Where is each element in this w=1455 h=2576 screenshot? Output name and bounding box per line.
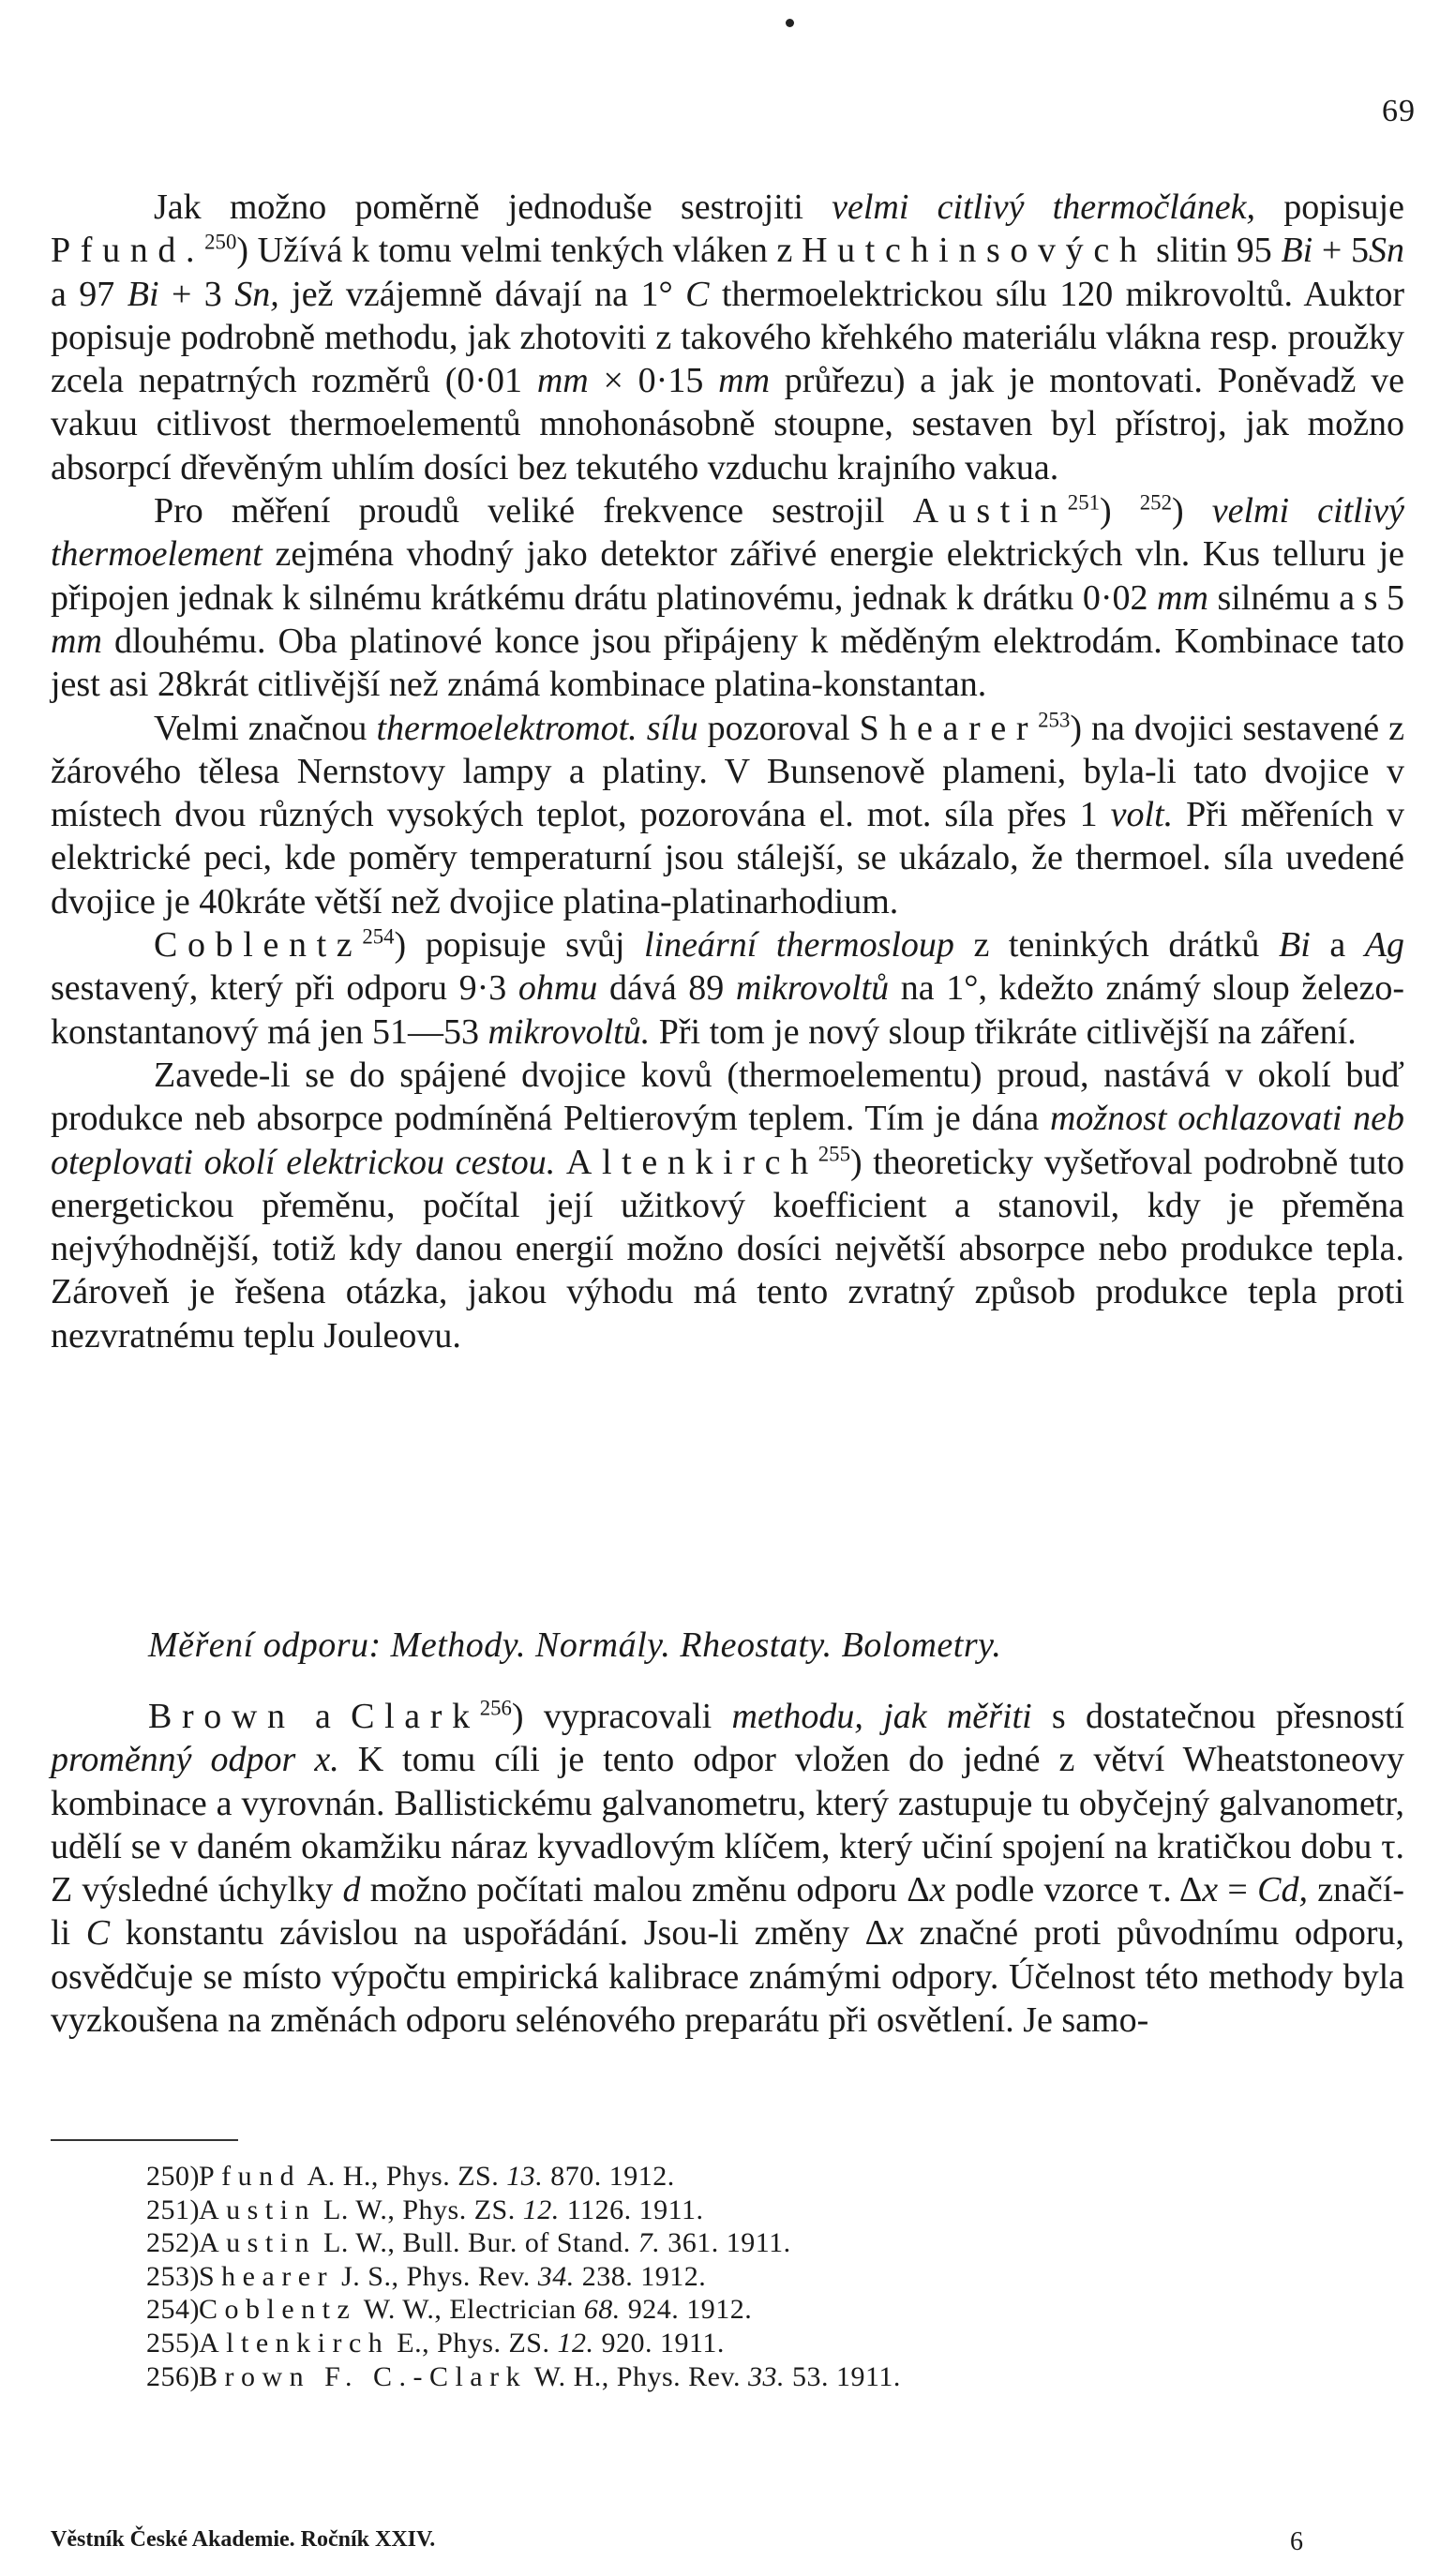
author-name: Clark	[351, 1697, 480, 1736]
ink-dot	[786, 19, 794, 27]
author-name: Coblentz	[154, 925, 363, 966]
sheet-number: 6	[1290, 2527, 1303, 2556]
page-number: 69	[1382, 94, 1416, 128]
footnote-ref: 251	[1067, 490, 1100, 515]
body-text-lower	[51, 1695, 1404, 2042]
footnote-item: 252)Austin L. W., Bull. Bur. of Stand. 7. 361. 1911.	[146, 2227, 791, 2259]
footnotes	[146, 2160, 901, 2393]
journal-footer: Věstník České Akademie. Ročník XXIV.	[51, 2527, 436, 2552]
footnote-item: 253)Shearer J. S., Phys. Rev. 34. 238. 1912.	[146, 2260, 707, 2292]
footnote-ref: 250	[204, 230, 237, 254]
paragraph-austin: Pro měření proudů veliké frekvence sestrojil Austin$^{251}$) $^{252}$) velmi citlivý thermoelement zejména vhodný jako detektor zářivé energie elektrických vln. Kus telluru je připojen jednak k silnému krátkému drátu platinovému, jednak k drátku 0·02 mm silnému a s 5 mm dlouhému. Oba platinové konce jsou připájeny k měděným elektrodám. Kombinace tato jest asi 28krát citlivější než známá kombinace platina-konstantan.	[51, 490, 1405, 705]
footnote-item: 254)Coblentz W. W., Electrician 68. 924. 1912.	[146, 2294, 753, 2326]
footnote-item: 250)Pfund A. H., Phys. ZS. 13. 870. 1912.	[146, 2161, 675, 2192]
author-name: Shearer	[859, 708, 1039, 748]
author-name: Hutchinsových	[802, 231, 1148, 271]
paragraph-pfund: Jak možno poměrně jednoduše sestrojiti velmi citlivý thermočlánek, popisuje Pfund.$^{250}$) Užívá k tomu velmi tenkých vláken z Hutchinsových slitin 95 Bi + 5Sn a 97 Bi + 3 Sn, jež vzájemně dávají na 1° C thermoelektrickou sílu 120 mikrovoltů. Auktor popisuje podrobně methodu, jak zhotoviti z takového křehkého materiálu vlákna resp. proužky zcela nepatrných rozměrů (0·01 mm × 0·15 mm průřezu) a jak je montovati. Poněvadž ve vakuu citlivost thermoelementů mnohonásobně stoupne, sestaven byl přístroj, jak možno absorpcí dřevěným uhlím dosíci bez tekutého vzduchu krajního vakua.	[51, 187, 1405, 487]
body-text-upper	[51, 186, 1404, 1357]
footnote-ref: 254	[362, 924, 395, 949]
paragraph-altenkirch: Zavede-li se do spájené dvojice kovů (thermoelementu) proud, nastává v okolí buď produkce neb absorpce podmíněná Peltierovým teplem. Tím je dána možnost ochlazovati neb oteplovati okolí elektrickou cestou. Altenkirch$^{255}$) theoreticky vyšetřoval podrobně tuto energetickou přeměnu, počítal její užitkový koefficient a stanovil, kdy je přeměna nejvýhodnější, totiž kdy danou energií možno dosíci největší absorpce nebo produkce tepla. Zároveň je řešena otázka, jakou výhodu má tento zvratný způsob produkce tepla proti nezvratnému teplu Jouleovu.	[51, 1055, 1404, 1355]
footnote-ref: 256	[479, 1696, 512, 1720]
paragraph-coblentz: Coblentz$^{254}$) popisuje svůj lineární thermosloup z teninkých drátků Bi a Ag sestavený, který při odporu 9·3 ohmu dává 89 mikrovoltů na 1°, kdežto známý sloup železo-konstantanový má jen 51—53 mikrovoltů. Při tom je nový sloup třikráte citlivější na záření.	[51, 924, 1405, 1052]
author-name: Pfund.	[51, 231, 205, 271]
author-name: Brown	[148, 1697, 295, 1736]
footnote-ref: 252	[1139, 490, 1172, 515]
paragraph-brown-clark: Brown a Clark$^{256}$) vypracovali methodu, jak měřiti s dostatečnou přesností proměnný odpor x. K tomu cíli je tento odpor vložen do jedné z větví Wheatstoneovy kombinace a vyrovnán. Ballistickému galvanometru, který zastupuje tu obyčejný galvanometr, udělí se v daném okamžiku náraz kyvadlovým klíčem, který učiní spojení na kratičkou dobu τ. Z výsledné úchylky d možno počítati malou změnu odporu Δx podle vzorce τ. Δx = Cd, značí-li C konstantu závislou na uspořádání. Jsou-li změny Δx značné proti původnímu odporu, osvědčuje se místo výpočtu empirická kalibrace známými odpory. Účelnost této methody byla vyzkoušena na změnách odporu selénového preparátu při osvětlení. Je samo-	[51, 1696, 1405, 2041]
footnote-item: 255)Altenkirch E., Phys. ZS. 12. 920. 1911.	[146, 2327, 725, 2359]
footnote-item: 256)Brown F. C.-Clark W. H., Phys. Rev. 33. 53. 1911.	[146, 2360, 901, 2392]
footnote-ref: 255	[818, 1141, 850, 1165]
footnote-item: 251)Austin L. W., Phys. ZS. 12. 1126. 1911.	[146, 2194, 704, 2225]
section-title: Měření odporu: Methody. Normály. Rheostaty. Bolometry.	[148, 1625, 1002, 1665]
footnote-ref: 253	[1038, 707, 1071, 731]
author-name: Austin	[912, 491, 1068, 532]
footnote-divider	[51, 2139, 238, 2141]
author-name: Altenkirch	[565, 1142, 818, 1182]
paragraph-shearer: Velmi značnou thermoelektromot. sílu pozoroval Shearer$^{253}$) na dvojici sestavené z žárového tělesa Nernstovy lampy a platiny. V Bunsenově plameni, byla-li tato dvojice v místech dvou různých vysokých teplot, pozorována el. mot. síla přes 1 volt. Při měřeních v elektrické peci, kde poměry temperaturní jsou stálejší, se ukázalo, že thermoel. síla uvedené dvojice je 40kráte větší než dvojice platina-platinarhodium.	[51, 707, 1404, 921]
